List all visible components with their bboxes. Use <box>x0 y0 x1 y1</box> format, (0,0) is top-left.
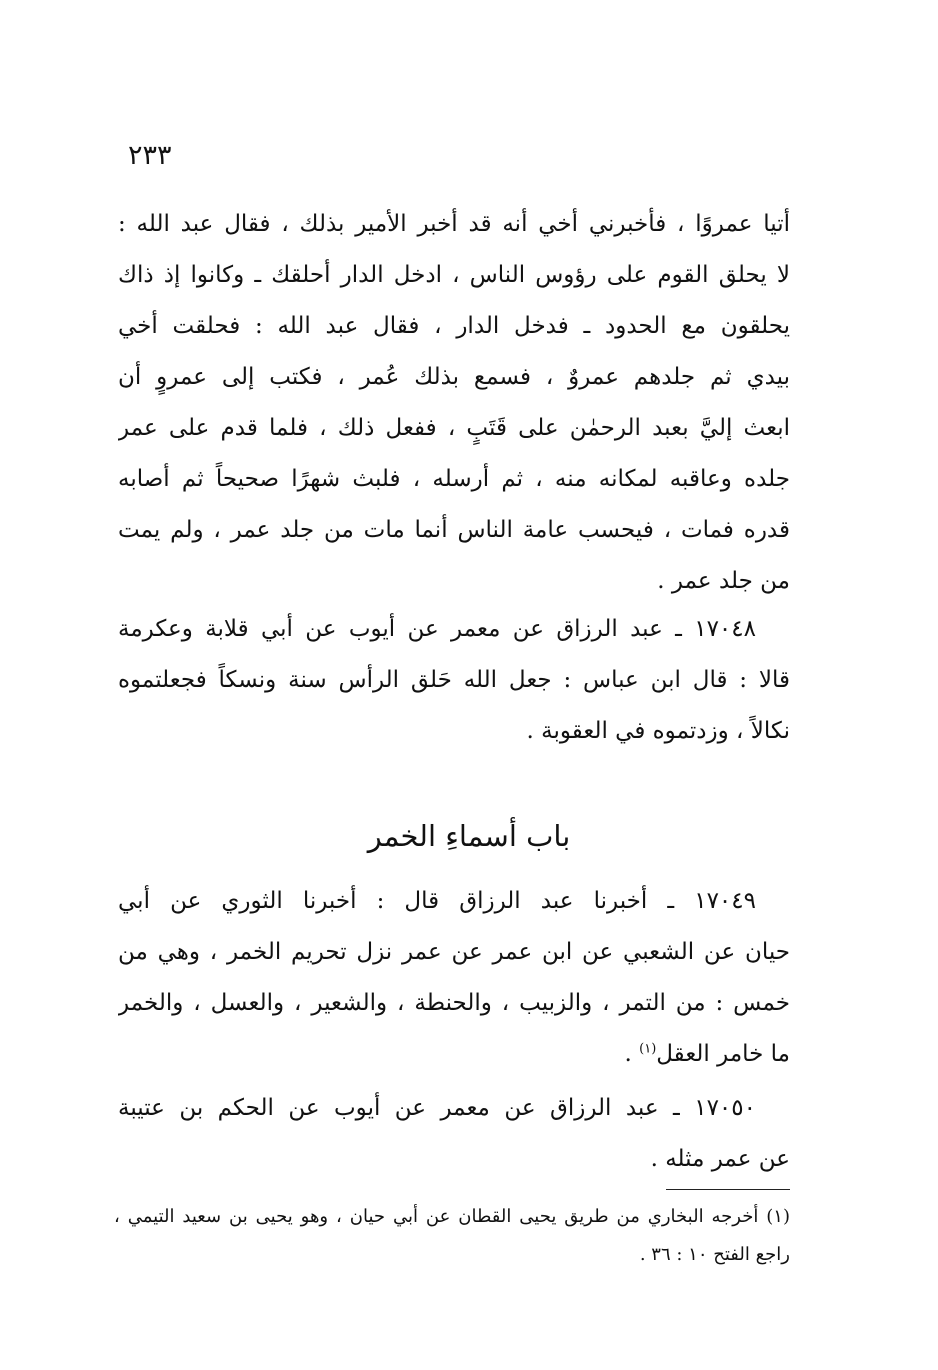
hadith-17049 <box>118 876 790 1080</box>
text-line: ١٧٠٤٨ ـ عبد الرزاق عن معمر عن أيوب عن أبي قلابة وعكرمة <box>118 616 756 642</box>
hadith-17048 <box>118 604 790 757</box>
text-line: من جلد عمر . <box>657 568 790 594</box>
text-line: يحلقون مع الحدود ـ فدخل الدار ، فقال عبد الله : فحلقت أخي <box>118 313 790 339</box>
text-line: لا يحلق القوم على رؤوس الناس ، ادخل الدار أحلقك ـ وكانوا إذ ذاك <box>118 262 790 288</box>
text-fragment: . <box>624 1041 640 1067</box>
text-line: أتيا عمروًا ، فأخبرني أخي أنه قد أخبر الأمير بذلك ، فقال عبد الله : <box>118 211 790 237</box>
footnote-line: (١) أخرجه البخاري من طريق يحيى القطان عن أبي حيان ، وهو يحيى بن سعيد التيمي ، <box>114 1206 790 1227</box>
text-fragment: ما خامر العقل <box>656 1041 790 1067</box>
footnote <box>114 1198 790 1274</box>
footnote-marker: (١) <box>639 1041 657 1057</box>
text-line: ابعث إليَّ بعبد الرحمٰن على قَتَبٍ ، ففعل ذلك ، فلما قدم على عمر <box>118 415 790 441</box>
text-line: جلده وعاقبه لمكانه منه ، ثم أرسله ، فلبث شهرًا صحيحاً ثم أصابه <box>118 466 790 492</box>
page-number: ٢٣٣ <box>128 140 172 171</box>
paragraph-continuation <box>118 199 790 607</box>
footnote-line: راجع الفتح ١٠ : ٣٦ . <box>639 1244 790 1265</box>
text-line: قدره فمات ، فيحسب عامة الناس أنما مات من جلد عمر ، ولم يمت <box>118 517 790 543</box>
hadith-17050 <box>118 1083 790 1185</box>
text-line: حيان عن الشعبي عن ابن عمر عن عمر نزل تحريم الخمر ، وهي من <box>118 939 790 965</box>
text-line: نكالاً ، وزدتموه في العقوبة . <box>526 718 790 744</box>
text-line: خمس : من التمر ، والزبيب ، والحنطة ، والشعير ، والعسل ، والخمر <box>118 990 790 1016</box>
text-line: قالا : قال ابن عباس : جعل الله حَلق الرأس سنة ونسكاً فجعلتموه <box>118 667 790 693</box>
text-line: بيدي ثم جلدهم عمروٌ ، فسمع بذلك عُمر ، فكتب إلى عمروٍ أن <box>118 364 790 390</box>
text-line <box>118 1029 790 1080</box>
text-line: عن عمر مثله . <box>650 1146 790 1172</box>
text-line: ١٧٠٥٠ ـ عبد الرزاق عن معمر عن أيوب عن الحكم بن عتيبة <box>118 1095 756 1121</box>
chapter-heading <box>0 808 938 864</box>
text-line: ١٧٠٤٩ ـ أخبرنا عبد الرزاق قال : أخبرنا الثوري عن أبي <box>118 888 756 914</box>
footnote-separator <box>666 1189 790 1190</box>
chapter-heading-text: باب أسماءِ الخمر <box>367 819 571 853</box>
